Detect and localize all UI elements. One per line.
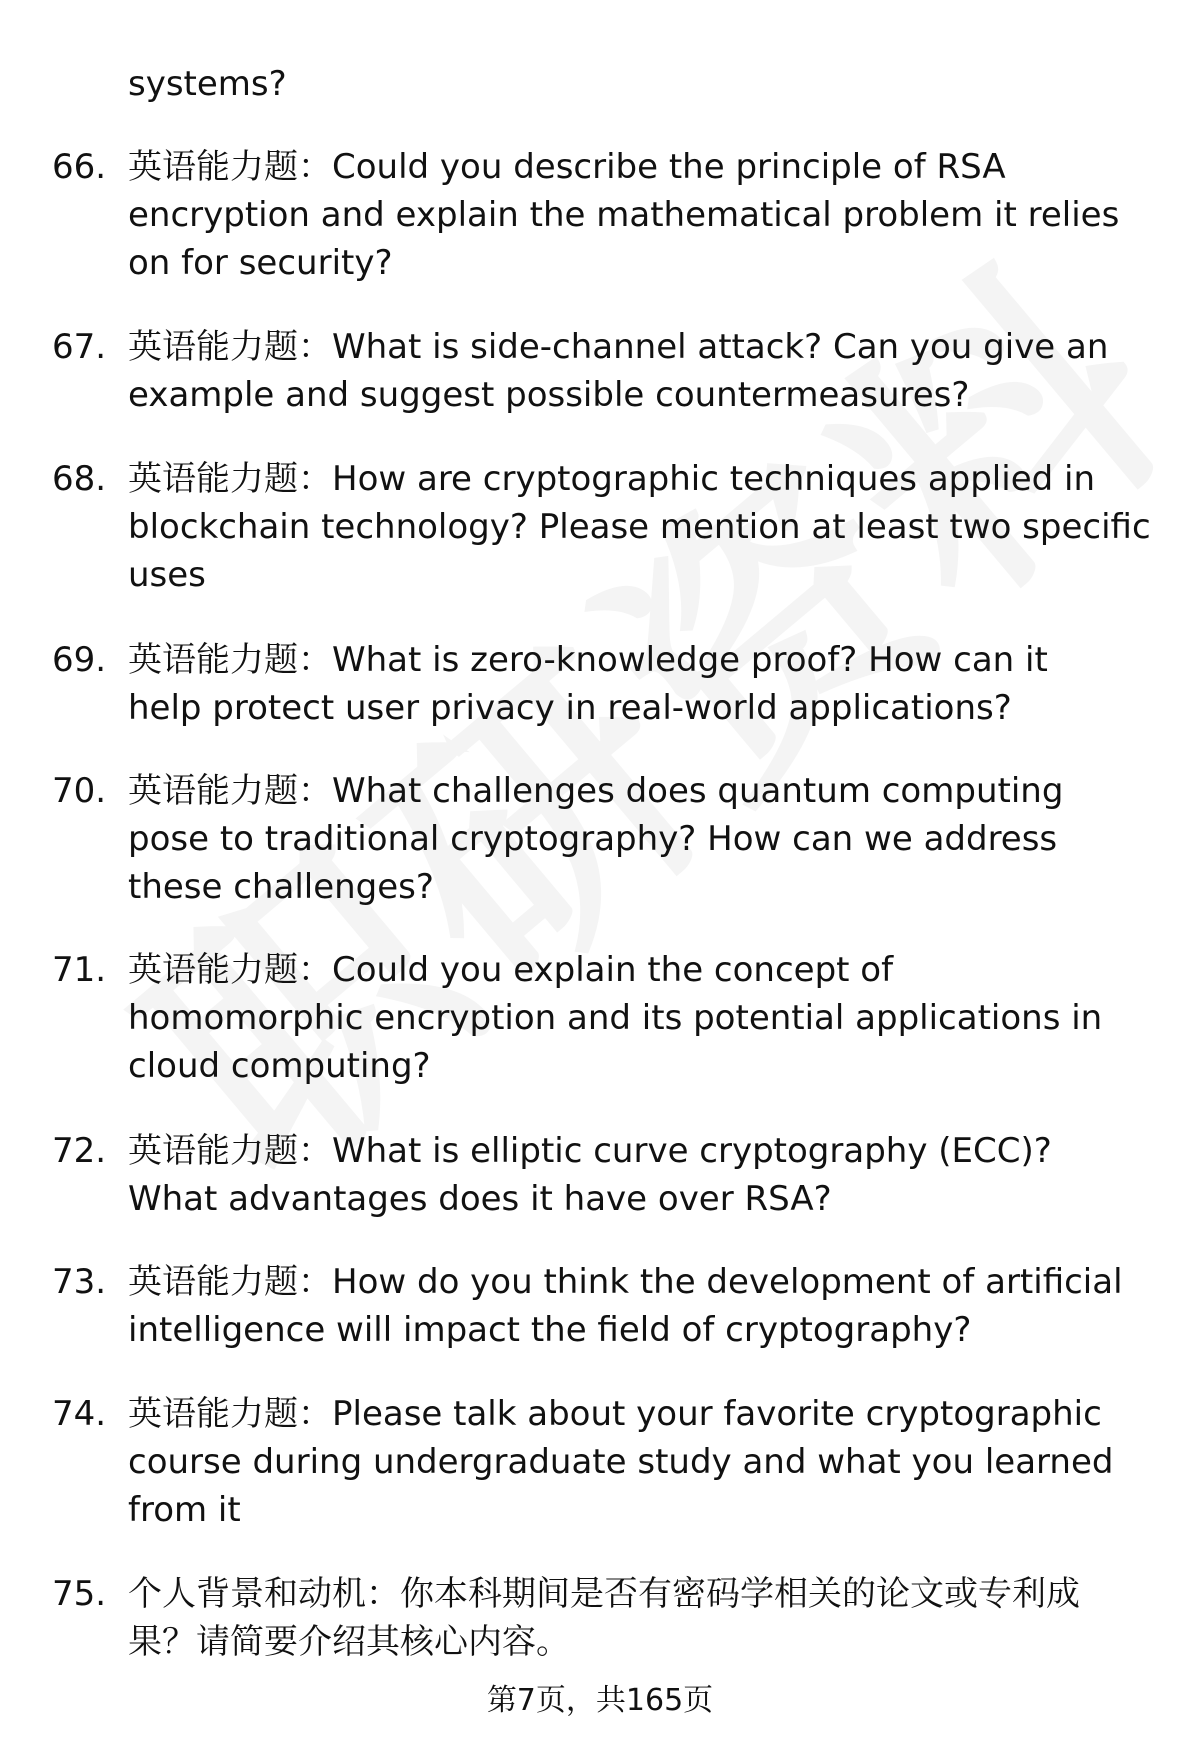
question-line: 英语能力题：What is side-channel attack? Can you give an [128, 327, 1109, 367]
question-number: 74. [52, 1394, 107, 1434]
question-text [128, 946, 1168, 1090]
question-number: 72. [52, 1131, 107, 1171]
question-line: 果？请简要介绍其核心内容。 [128, 1622, 570, 1662]
question-number: 66. [52, 147, 107, 187]
question-line: What advantages does it have over RSA? [128, 1179, 832, 1219]
question-number: 68. [52, 459, 107, 499]
question-line: 英语能力题：Could you describe the principle of RSA [128, 147, 1006, 187]
question-text [128, 1258, 1168, 1354]
question-line: 英语能力题：How are cryptographic techniques applied in [128, 459, 1096, 499]
question-line: 个人背景和动机：你本科期间是否有密码学相关的论文或专利成 [128, 1574, 1080, 1614]
question-text [128, 636, 1168, 732]
question-number: 71. [52, 950, 107, 990]
question-line: cloud computing? [128, 1046, 431, 1086]
question-text [128, 323, 1168, 419]
continued-line: systems? [128, 64, 287, 104]
question-text [128, 767, 1168, 911]
question-line: 英语能力题：How do you think the development of artificial [128, 1262, 1123, 1302]
question-line: encryption and explain the mathematical problem it relies [128, 195, 1120, 235]
question-line: 英语能力题：What challenges does quantum computing [128, 771, 1064, 811]
question-line: homomorphic encryption and its potential applications in [128, 998, 1103, 1038]
question-line: 英语能力题：What is elliptic curve cryptography (ECC)? [128, 1131, 1052, 1171]
question-line: on for security? [128, 243, 393, 283]
question-number: 73. [52, 1262, 107, 1302]
question-line: 英语能力题：What is zero-knowledge proof? How can it [128, 640, 1048, 680]
question-text [128, 1390, 1168, 1534]
question-text [128, 1127, 1168, 1223]
question-text [128, 143, 1168, 287]
question-text [128, 455, 1168, 599]
question-line: example and suggest possible countermeasures? [128, 375, 970, 415]
question-line: intelligence will impact the field of cryptography? [128, 1310, 972, 1350]
question-number: 67. [52, 327, 107, 367]
question-line: 英语能力题：Please talk about your favorite cryptographic [128, 1394, 1102, 1434]
question-number: 75. [52, 1574, 107, 1614]
question-line: these challenges? [128, 867, 434, 907]
page-footer: 第7页，共165页 [486, 1683, 714, 1718]
question-line: course during undergraduate study and what you learned [128, 1442, 1114, 1482]
question-line: pose to traditional cryptography? How can we address [128, 819, 1058, 859]
question-line: blockchain technology? Please mention at least two specific [128, 507, 1151, 547]
question-number: 70. [52, 771, 107, 811]
question-number: 69. [52, 640, 107, 680]
question-line: from it [128, 1490, 241, 1530]
question-line: help protect user privacy in real-world applications? [128, 688, 1012, 728]
question-line: 英语能力题：Could you explain the concept of [128, 950, 894, 990]
question-text [128, 1570, 1168, 1666]
question-line: uses [128, 555, 206, 595]
